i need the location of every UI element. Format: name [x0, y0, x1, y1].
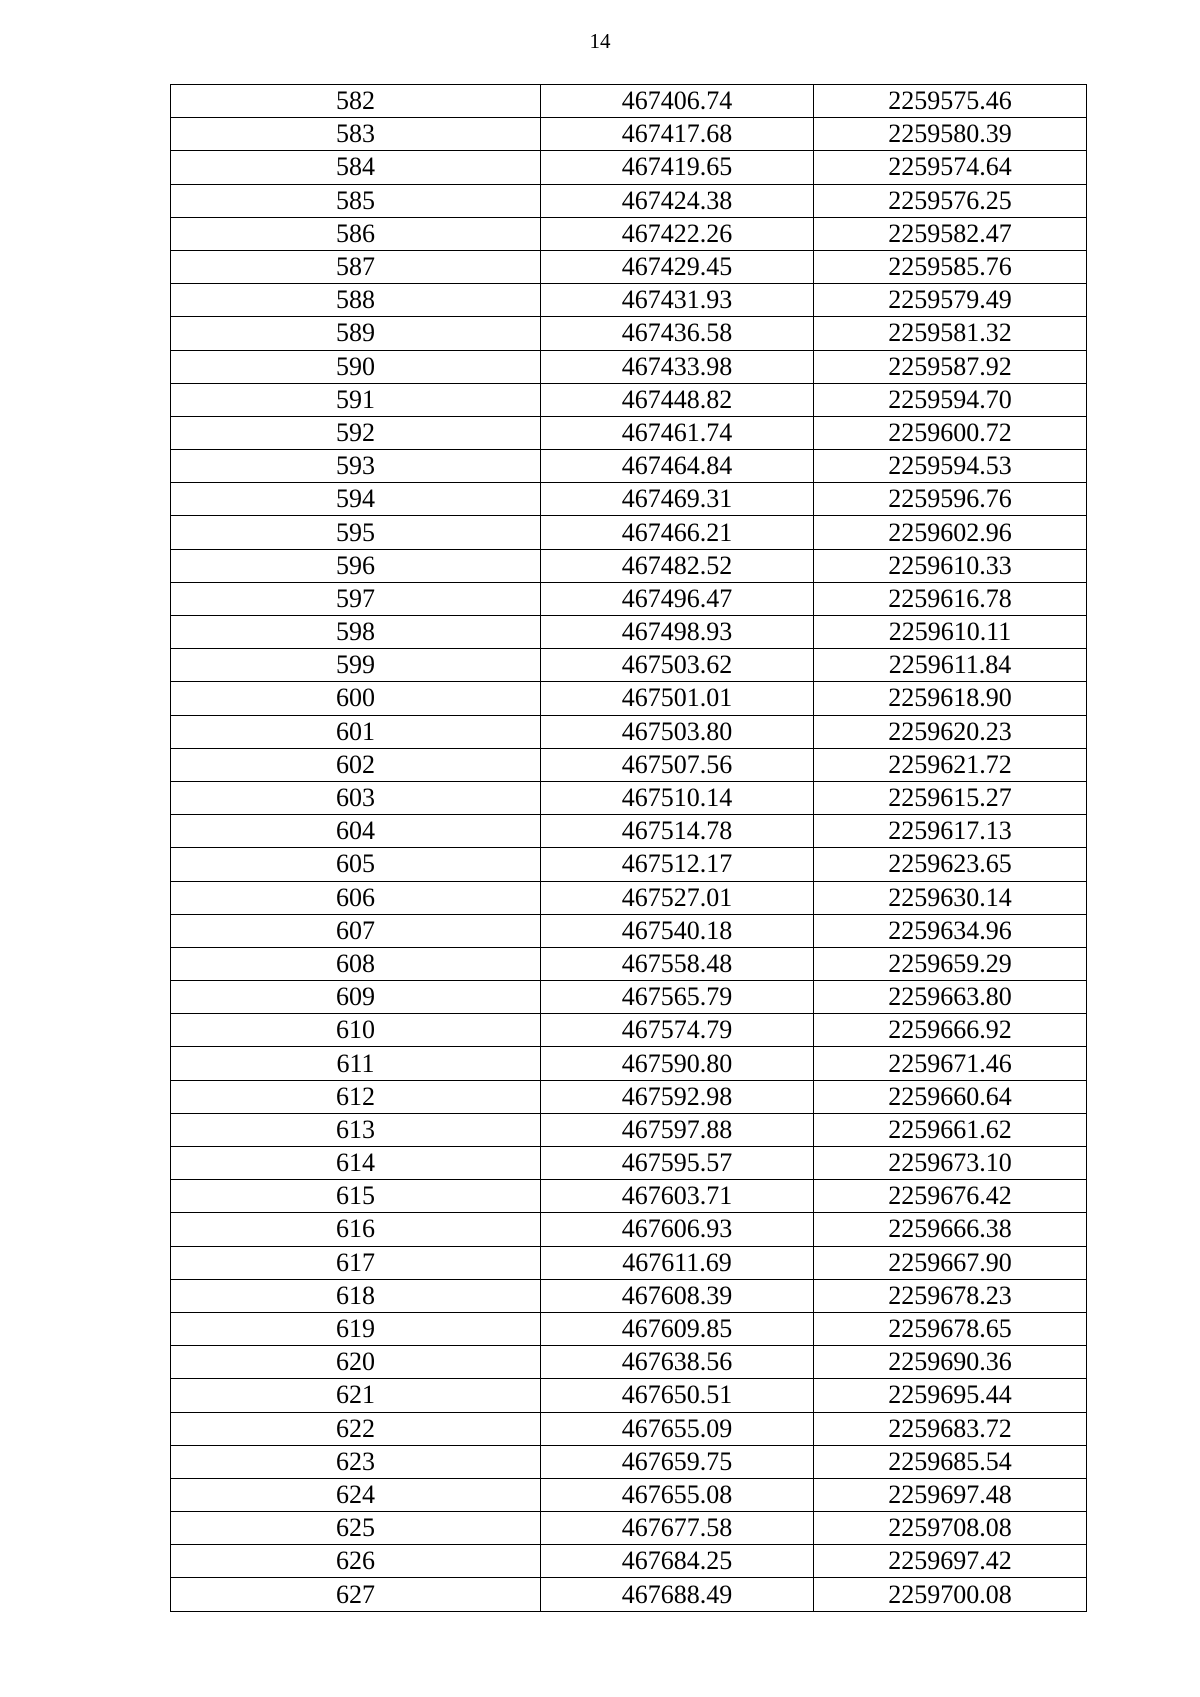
- point-number-cell: 611: [171, 1047, 541, 1080]
- x-coordinate-cell: 467433.98: [541, 350, 814, 383]
- point-number-cell: 618: [171, 1279, 541, 1312]
- x-coordinate-cell: 467431.93: [541, 284, 814, 317]
- table-row: [171, 1014, 1087, 1047]
- point-number-cell: 598: [171, 616, 541, 649]
- point-number-cell: 606: [171, 881, 541, 914]
- table-row: [171, 1080, 1087, 1113]
- x-coordinate-cell: 467503.62: [541, 649, 814, 682]
- y-coordinate-cell: 2259611.84: [814, 649, 1087, 682]
- point-number-cell: 625: [171, 1512, 541, 1545]
- y-coordinate-cell: 2259575.46: [814, 85, 1087, 118]
- x-coordinate-cell: 467503.80: [541, 715, 814, 748]
- table-row: [171, 616, 1087, 649]
- y-coordinate-cell: 2259574.64: [814, 151, 1087, 184]
- table-row: [171, 350, 1087, 383]
- table-row: [171, 1545, 1087, 1578]
- table-row: [171, 848, 1087, 881]
- point-number-cell: 612: [171, 1080, 541, 1113]
- table-row: [171, 1279, 1087, 1312]
- point-number-cell: 599: [171, 649, 541, 682]
- x-coordinate-cell: 467429.45: [541, 250, 814, 283]
- y-coordinate-cell: 2259617.13: [814, 815, 1087, 848]
- point-number-cell: 595: [171, 516, 541, 549]
- table-row: [171, 1578, 1087, 1611]
- x-coordinate-cell: 467655.09: [541, 1412, 814, 1445]
- y-coordinate-cell: 2259690.36: [814, 1346, 1087, 1379]
- y-coordinate-cell: 2259663.80: [814, 981, 1087, 1014]
- y-coordinate-cell: 2259615.27: [814, 781, 1087, 814]
- point-number-cell: 615: [171, 1180, 541, 1213]
- table-row: [171, 748, 1087, 781]
- point-number-cell: 604: [171, 815, 541, 848]
- y-coordinate-cell: 2259666.38: [814, 1213, 1087, 1246]
- y-coordinate-cell: 2259596.76: [814, 483, 1087, 516]
- point-number-cell: 583: [171, 118, 541, 151]
- table-row: [171, 383, 1087, 416]
- table-row: [171, 118, 1087, 151]
- y-coordinate-cell: 2259666.92: [814, 1014, 1087, 1047]
- x-coordinate-cell: 467609.85: [541, 1312, 814, 1345]
- y-coordinate-cell: 2259634.96: [814, 914, 1087, 947]
- point-number-cell: 620: [171, 1346, 541, 1379]
- table-row: [171, 682, 1087, 715]
- point-number-cell: 588: [171, 284, 541, 317]
- point-number-cell: 607: [171, 914, 541, 947]
- x-coordinate-cell: 467684.25: [541, 1545, 814, 1578]
- table-row: [171, 981, 1087, 1014]
- x-coordinate-cell: 467419.65: [541, 151, 814, 184]
- x-coordinate-cell: 467514.78: [541, 815, 814, 848]
- y-coordinate-cell: 2259695.44: [814, 1379, 1087, 1412]
- y-coordinate-cell: 2259700.08: [814, 1578, 1087, 1611]
- y-coordinate-cell: 2259582.47: [814, 217, 1087, 250]
- table-row: [171, 781, 1087, 814]
- y-coordinate-cell: 2259576.25: [814, 184, 1087, 217]
- point-number-cell: 616: [171, 1213, 541, 1246]
- y-coordinate-cell: 2259678.65: [814, 1312, 1087, 1345]
- point-number-cell: 622: [171, 1412, 541, 1445]
- table-row: [171, 284, 1087, 317]
- x-coordinate-cell: 467498.93: [541, 616, 814, 649]
- point-number-cell: 608: [171, 947, 541, 980]
- point-number-cell: 617: [171, 1246, 541, 1279]
- point-number-cell: 592: [171, 416, 541, 449]
- point-number-cell: 605: [171, 848, 541, 881]
- x-coordinate-cell: 467422.26: [541, 217, 814, 250]
- point-number-cell: 596: [171, 549, 541, 582]
- y-coordinate-cell: 2259708.08: [814, 1512, 1087, 1545]
- y-coordinate-cell: 2259621.72: [814, 748, 1087, 781]
- point-number-cell: 610: [171, 1014, 541, 1047]
- y-coordinate-cell: 2259602.96: [814, 516, 1087, 549]
- y-coordinate-cell: 2259579.49: [814, 284, 1087, 317]
- point-number-cell: 609: [171, 981, 541, 1014]
- x-coordinate-cell: 467512.17: [541, 848, 814, 881]
- point-number-cell: 624: [171, 1478, 541, 1511]
- y-coordinate-cell: 2259610.33: [814, 549, 1087, 582]
- y-coordinate-cell: 2259600.72: [814, 416, 1087, 449]
- point-number-cell: 591: [171, 383, 541, 416]
- table-row: [171, 1047, 1087, 1080]
- x-coordinate-cell: 467603.71: [541, 1180, 814, 1213]
- x-coordinate-cell: 467406.74: [541, 85, 814, 118]
- table-row: [171, 1312, 1087, 1345]
- y-coordinate-cell: 2259678.23: [814, 1279, 1087, 1312]
- point-number-cell: 602: [171, 748, 541, 781]
- x-coordinate-cell: 467436.58: [541, 317, 814, 350]
- y-coordinate-cell: 2259581.32: [814, 317, 1087, 350]
- y-coordinate-cell: 2259620.23: [814, 715, 1087, 748]
- x-coordinate-cell: 467650.51: [541, 1379, 814, 1412]
- x-coordinate-cell: 467482.52: [541, 549, 814, 582]
- y-coordinate-cell: 2259685.54: [814, 1445, 1087, 1478]
- x-coordinate-cell: 467424.38: [541, 184, 814, 217]
- point-number-cell: 587: [171, 250, 541, 283]
- y-coordinate-cell: 2259630.14: [814, 881, 1087, 914]
- x-coordinate-cell: 467574.79: [541, 1014, 814, 1047]
- x-coordinate-cell: 467461.74: [541, 416, 814, 449]
- x-coordinate-cell: 467597.88: [541, 1113, 814, 1146]
- point-number-cell: 627: [171, 1578, 541, 1611]
- table-row: [171, 85, 1087, 118]
- x-coordinate-cell: 467608.39: [541, 1279, 814, 1312]
- x-coordinate-cell: 467469.31: [541, 483, 814, 516]
- x-coordinate-cell: 467677.58: [541, 1512, 814, 1545]
- y-coordinate-cell: 2259623.65: [814, 848, 1087, 881]
- table-row: [171, 1346, 1087, 1379]
- table-row: [171, 1379, 1087, 1412]
- y-coordinate-cell: 2259659.29: [814, 947, 1087, 980]
- y-coordinate-cell: 2259667.90: [814, 1246, 1087, 1279]
- coordinate-table-body: [171, 85, 1087, 1612]
- table-row: [171, 416, 1087, 449]
- table-row: [171, 715, 1087, 748]
- x-coordinate-cell: 467501.01: [541, 682, 814, 715]
- y-coordinate-cell: 2259610.11: [814, 616, 1087, 649]
- y-coordinate-cell: 2259697.42: [814, 1545, 1087, 1578]
- point-number-cell: 601: [171, 715, 541, 748]
- table-row: [171, 549, 1087, 582]
- table-row: [171, 317, 1087, 350]
- point-number-cell: 586: [171, 217, 541, 250]
- point-number-cell: 582: [171, 85, 541, 118]
- point-number-cell: 600: [171, 682, 541, 715]
- point-number-cell: 626: [171, 1545, 541, 1578]
- y-coordinate-cell: 2259594.70: [814, 383, 1087, 416]
- table-row: [171, 250, 1087, 283]
- point-number-cell: 603: [171, 781, 541, 814]
- y-coordinate-cell: 2259683.72: [814, 1412, 1087, 1445]
- y-coordinate-cell: 2259587.92: [814, 350, 1087, 383]
- x-coordinate-cell: 467507.56: [541, 748, 814, 781]
- y-coordinate-cell: 2259697.48: [814, 1478, 1087, 1511]
- y-coordinate-cell: 2259594.53: [814, 450, 1087, 483]
- y-coordinate-cell: 2259660.64: [814, 1080, 1087, 1113]
- point-number-cell: 597: [171, 582, 541, 615]
- x-coordinate-cell: 467558.48: [541, 947, 814, 980]
- point-number-cell: 623: [171, 1445, 541, 1478]
- point-number-cell: 619: [171, 1312, 541, 1345]
- x-coordinate-cell: 467595.57: [541, 1147, 814, 1180]
- x-coordinate-cell: 467688.49: [541, 1578, 814, 1611]
- table-row: [171, 1412, 1087, 1445]
- y-coordinate-cell: 2259661.62: [814, 1113, 1087, 1146]
- coordinate-table: [170, 84, 1087, 1612]
- point-number-cell: 613: [171, 1113, 541, 1146]
- table-row: [171, 815, 1087, 848]
- table-row: [171, 914, 1087, 947]
- point-number-cell: 621: [171, 1379, 541, 1412]
- x-coordinate-cell: 467590.80: [541, 1047, 814, 1080]
- x-coordinate-cell: 467527.01: [541, 881, 814, 914]
- table-row: [171, 483, 1087, 516]
- table-row: [171, 1147, 1087, 1180]
- table-row: [171, 1246, 1087, 1279]
- point-number-cell: 589: [171, 317, 541, 350]
- x-coordinate-cell: 467464.84: [541, 450, 814, 483]
- table-row: [171, 217, 1087, 250]
- x-coordinate-cell: 467496.47: [541, 582, 814, 615]
- table-row: [171, 947, 1087, 980]
- x-coordinate-cell: 467606.93: [541, 1213, 814, 1246]
- table-row: [171, 1478, 1087, 1511]
- point-number-cell: 590: [171, 350, 541, 383]
- table-row: [171, 881, 1087, 914]
- table-row: [171, 1512, 1087, 1545]
- point-number-cell: 584: [171, 151, 541, 184]
- y-coordinate-cell: 2259616.78: [814, 582, 1087, 615]
- y-coordinate-cell: 2259580.39: [814, 118, 1087, 151]
- x-coordinate-cell: 467448.82: [541, 383, 814, 416]
- y-coordinate-cell: 2259618.90: [814, 682, 1087, 715]
- x-coordinate-cell: 467659.75: [541, 1445, 814, 1478]
- x-coordinate-cell: 467540.18: [541, 914, 814, 947]
- table-row: [171, 516, 1087, 549]
- point-number-cell: 585: [171, 184, 541, 217]
- x-coordinate-cell: 467655.08: [541, 1478, 814, 1511]
- point-number-cell: 594: [171, 483, 541, 516]
- table-row: [171, 1213, 1087, 1246]
- table-row: [171, 151, 1087, 184]
- table-row: [171, 582, 1087, 615]
- x-coordinate-cell: 467466.21: [541, 516, 814, 549]
- table-row: [171, 1113, 1087, 1146]
- x-coordinate-cell: 467638.56: [541, 1346, 814, 1379]
- table-row: [171, 450, 1087, 483]
- table-row: [171, 184, 1087, 217]
- y-coordinate-cell: 2259671.46: [814, 1047, 1087, 1080]
- point-number-cell: 614: [171, 1147, 541, 1180]
- y-coordinate-cell: 2259676.42: [814, 1180, 1087, 1213]
- y-coordinate-cell: 2259673.10: [814, 1147, 1087, 1180]
- table-row: [171, 1180, 1087, 1213]
- point-number-cell: 593: [171, 450, 541, 483]
- x-coordinate-cell: 467611.69: [541, 1246, 814, 1279]
- table-row: [171, 649, 1087, 682]
- y-coordinate-cell: 2259585.76: [814, 250, 1087, 283]
- x-coordinate-cell: 467592.98: [541, 1080, 814, 1113]
- x-coordinate-cell: 467565.79: [541, 981, 814, 1014]
- x-coordinate-cell: 467417.68: [541, 118, 814, 151]
- page-number: 14: [589, 29, 611, 53]
- x-coordinate-cell: 467510.14: [541, 781, 814, 814]
- table-row: [171, 1445, 1087, 1478]
